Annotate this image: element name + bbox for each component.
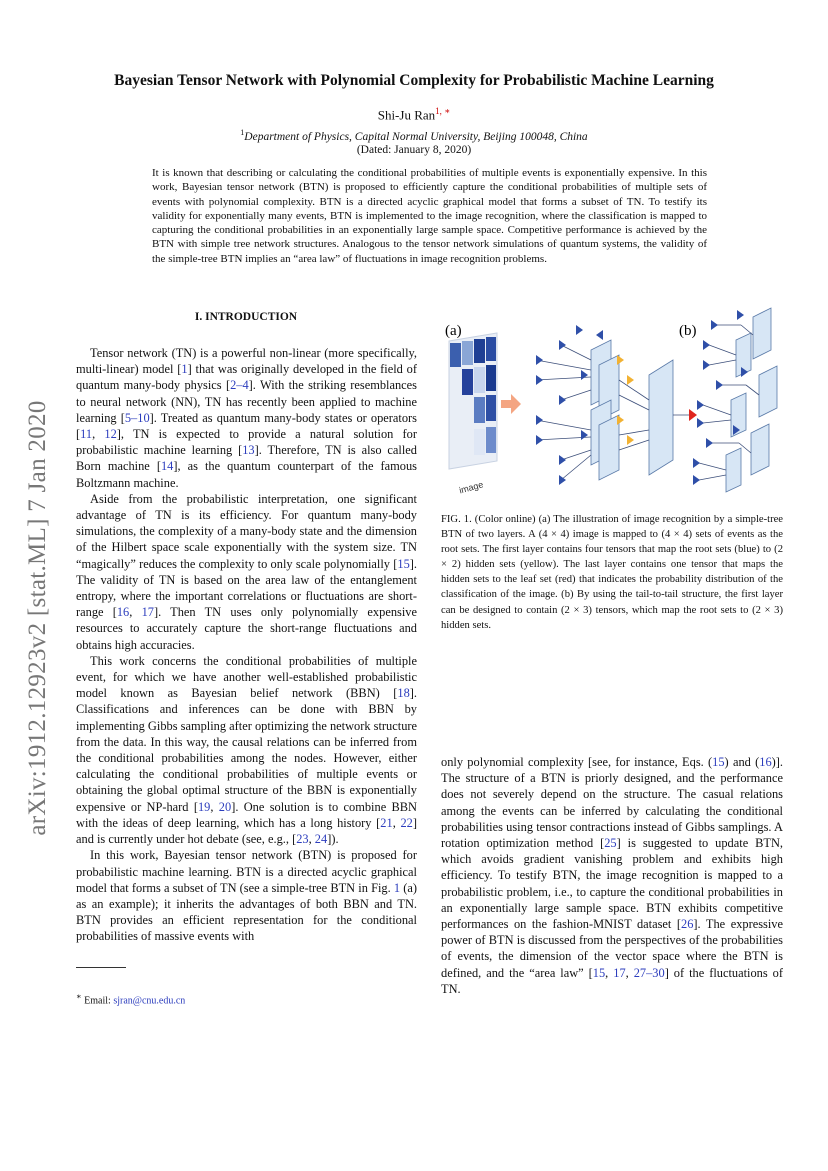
- paragraph-text: )]. The structure of a BTN is priorly designed, and the performance does not severely depend on the structure. The casual relations among the events can be inferred by calculating the conditional probabilities using tensor contractions instead of Gibbs samplings. A rotation optimization method [: [441, 755, 783, 851]
- pixel: [474, 339, 485, 363]
- paragraph-text: ]. Treated as quantum many-body states or operators [: [76, 410, 417, 442]
- pixel: [450, 343, 461, 367]
- paragraph-text: ,: [308, 832, 315, 847]
- paragraph-text: ]).: [327, 832, 339, 847]
- pixel: [486, 427, 496, 453]
- paragraph-text: ]. The validity of TN is based on the area law of the entanglement entropy, where the important correlations or fluctuations are short-range [: [76, 556, 417, 620]
- citation-link[interactable]: 2–4: [230, 378, 249, 393]
- section-heading: I. INTRODUCTION: [194, 311, 298, 323]
- paragraph-text: ], as the quantum counterpart of the famous Boltzmann machine.: [76, 459, 417, 490]
- citation-link[interactable]: 17: [613, 965, 626, 980]
- paragraph: [76, 491, 417, 653]
- paragraph: [76, 847, 417, 944]
- citation-link[interactable]: 25: [604, 836, 617, 851]
- paragraph-text: ]. Then TN uses only polynomially expensive resources to accurately capture the short-range fluctuations and obtains high accuracies.: [76, 605, 417, 652]
- footnote: [76, 991, 185, 1006]
- paragraph-text: ] that was originally developed in the field of quantum many-body physics [: [76, 362, 417, 393]
- pixel: [474, 397, 485, 423]
- author-line: [0, 106, 828, 123]
- paragraph-text: In this work, Bayesian tensor network (BTN) is proposed for probabilistic machine learning. BTN is a directed acyclic graphical model that forms a subset of TN (see a simple-tree BTN in Fig.: [76, 848, 417, 895]
- arxiv-stamp-text: arXiv:1912.12923v2 [stat.ML] 7 Jan 2020: [24, 400, 51, 836]
- tensor-final: [649, 360, 673, 475]
- pixel: [486, 395, 496, 421]
- citation-link[interactable]: 17: [141, 605, 154, 620]
- paragraph-text: ]. One solution is to combine BBN with the ideas of deep learning, which has a long history [: [76, 799, 417, 830]
- citation-link[interactable]: 27–30: [633, 965, 665, 980]
- paragraph-text: ]. Therefore, TN is also called Born machine [: [76, 443, 417, 474]
- pixel: [486, 337, 496, 361]
- pixel: [462, 341, 473, 365]
- email-link[interactable]: sjran@cnu.edu.cn: [113, 995, 186, 1007]
- footnote-rule: [76, 967, 126, 968]
- affiliation-mark: 1: [240, 128, 245, 137]
- affiliation: [0, 128, 828, 143]
- pixel: [474, 429, 485, 455]
- citation-link[interactable]: 5–10: [124, 410, 150, 425]
- paragraph-text: ,: [92, 427, 105, 442]
- btn-network-b: [699, 308, 777, 492]
- citation-link[interactable]: 1: [393, 880, 401, 895]
- leaf-set-a: [689, 409, 697, 421]
- citation-link[interactable]: 24: [314, 832, 328, 847]
- author-marks: 1, ∗: [435, 106, 451, 116]
- hidden-sets-a: [617, 355, 634, 445]
- citation-link[interactable]: 15: [712, 755, 725, 769]
- paragraph-text: ,: [625, 965, 634, 980]
- pixel: [486, 365, 496, 391]
- citation-link[interactable]: 21: [380, 815, 393, 830]
- column-right: [441, 754, 783, 997]
- paragraph-text: ], TN is expected to provide a natural solution for probabilistic machine learning [: [76, 427, 418, 458]
- paragraph-text: only polynomial complexity [see, for instance, Eqs. (: [441, 755, 713, 769]
- citation-link[interactable]: 23: [296, 832, 309, 847]
- arxiv-stamp: [8, 368, 68, 868]
- affiliation-text: Department of Physics, Capital Normal University, Beijing 100048, China: [244, 130, 588, 143]
- column-left: [76, 345, 417, 945]
- footnote-mark: ∗: [76, 992, 82, 1001]
- paragraph: [76, 345, 417, 491]
- date-line: (Dated: January 8, 2020): [356, 144, 472, 156]
- tensor-4: [599, 415, 619, 480]
- citation-link[interactable]: 11: [80, 427, 93, 442]
- author-name: Shi-Ju Ran: [377, 107, 436, 123]
- panel-a-label: (a): [445, 323, 462, 339]
- image-label: image: [458, 479, 485, 496]
- figure-caption: FIG. 1. (Color online) (a) The illustration of image recognition by a simple-tree BTN of two layers. A (4 × 4) image is mapped to (4 × 4) sets of events as the root sets. The first layer contains four tensors that map the root sets (blue) to (2 × 2) hidden sets (yellow). The last layer contains one tensor that maps the hidden sets to the leaf set (red) that indicates the probability distribution of the classification of the image. (b) By using the tail-to-tail structure, the first layer can be designed to contain (2 × 3) tensors, which map the root sets to (2 × 3) hidden sets.: [441, 514, 783, 631]
- citation-link[interactable]: 18: [397, 686, 410, 701]
- citation-link[interactable]: 26: [681, 917, 694, 932]
- paragraph-text: ,: [605, 965, 614, 980]
- paragraph-text: Tensor network (TN) is a powerful non-linear (more specifically, multi-linear) model [: [76, 346, 417, 377]
- paragraph-text: ]. Classifications and inferences can be done with BBN by implementing Gibbs sampling after optimizing the network structure from the data. In this way, the causal relations can be inferred from the conditional probabilities among the nodes. However, either calculating the conditional probabilities of multiple events or obtaining the global optimal structure of the BBN is exponentially expensive or NP-hard [: [76, 686, 418, 814]
- figure-1: [441, 305, 783, 505]
- paragraph-text: ]. The expressive power of BTN is discussed from the perspectives of the probabilities of events, the dimension of the vector space where the BTN is defined, and the “area law” [: [441, 917, 783, 980]
- pixel: [474, 367, 485, 393]
- citation-link[interactable]: 12: [104, 427, 117, 442]
- mapping-arrow: [501, 394, 521, 414]
- paragraph: [76, 653, 417, 847]
- paragraph-text: ,: [210, 799, 219, 814]
- citation-link[interactable]: 15: [592, 965, 606, 980]
- citation-link[interactable]: 16: [116, 605, 130, 620]
- citation-link[interactable]: 1: [181, 362, 188, 377]
- paper-title: Bayesian Tensor Network with Polynomial Complexity for Probabilistic Machine Learning: [114, 72, 714, 89]
- citation-link[interactable]: 14: [160, 459, 174, 474]
- paragraph-text: ,: [129, 605, 142, 620]
- citation-link[interactable]: 22: [400, 815, 413, 830]
- paragraph-text: (a) as an example); it inherits the advantages of both BBN and TN. BTN provides an efficient representation for the conditional probabilities of massive events with: [76, 880, 417, 944]
- paragraph-text: ]. With the striking resemblances to neural network (NN), TN has recently been applied to machine learning [: [76, 378, 417, 425]
- citation-link[interactable]: 15: [397, 556, 410, 571]
- paragraph-text: ] and is currently under hot debate (see, e.g., [: [76, 815, 417, 847]
- paragraph-text: This work concerns the conditional probabilities of multiple event, for which we have another well-established probabilistic model known as Bayesian belief network (BBN) [: [76, 653, 417, 701]
- paragraph-text: Aside from the probabilistic interpretation, one significant advantage of TN is its efficiency. For quantum many-body simulations, the complexity of a many-body state and the dimension of the Hilbert space scale exponentially with the system size. TN “magically” reduces the complexity to only scale polynomially [: [76, 491, 417, 571]
- image-grid: [449, 333, 497, 495]
- citation-link[interactable]: 13: [242, 443, 255, 458]
- citation-link[interactable]: 16: [759, 755, 772, 769]
- paragraph: [441, 754, 783, 997]
- panel-b-label: (b): [679, 323, 697, 339]
- citation-link[interactable]: 19: [197, 799, 211, 814]
- abstract: It is known that describing or calculating the conditional probabilities of multiple events is exponentially expensive. In this work, Bayesian tensor network (BTN) is proposed to efficiently capture the conditional probabilities of multiple sets of events with polynomial complexity. BTN is a directed acyclic graphical model that forms a subset of TN. To testify its validity for exponentially many events, BTN is implemented to the image recognition, where the classification is mapped to capturing the conditional probabilities in an exponentially large sample space. Competitive performance is achieved by the BTN with simple tree network structures. Analogous to the tensor network simulations of quantum systems, the validity of the simple-tree BTN implies an “area law” of fluctuations in image recognition problems.: [152, 167, 707, 265]
- paragraph-text: ) and (: [724, 755, 760, 769]
- paragraph-text: ] is suggested to update BTN, which avoids gradient vanishing problem and exhibits high efficiency. To testify BTN, the image recognition is mapped to a probabilistic problem, i.e., to capture the conditional probabilities in an exponentially large sample space. BTN exhibits competitive performances on the fashion-MNIST dataset [: [441, 836, 783, 932]
- pixel: [462, 369, 473, 395]
- footnote-label: Email:: [84, 995, 114, 1007]
- citation-link[interactable]: 20: [218, 799, 232, 814]
- paragraph-text: ] of the fluctuations of TN.: [441, 965, 783, 996]
- paragraph-text: ,: [392, 815, 401, 830]
